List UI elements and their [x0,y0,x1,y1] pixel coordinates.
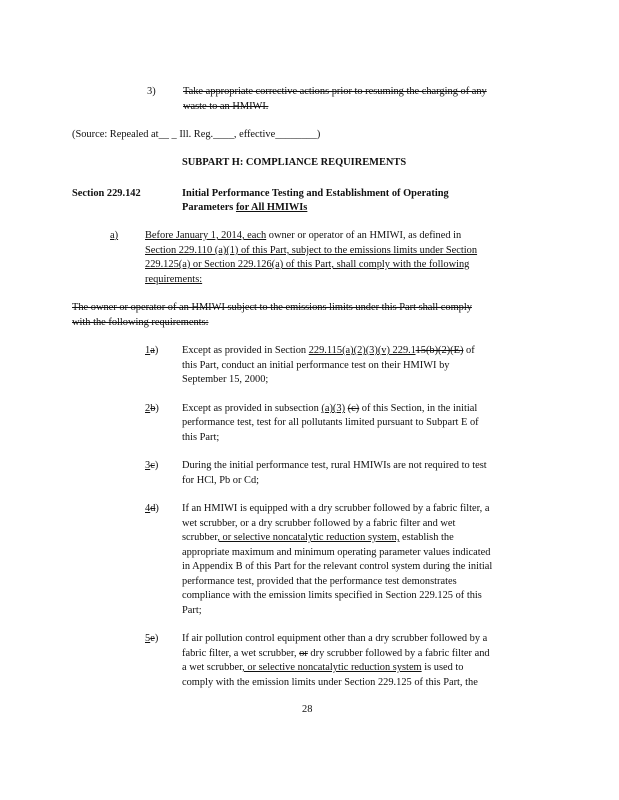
item-2-number: 2b) [145,403,159,414]
item-5-line-2: fabric filter, a wet scrubber, or dry scrubber followed by a fabric filter and [182,648,490,659]
para-a-line-3: 229.125(a) or Section 229.126(a) of this Part, shall comply with the following [145,259,470,270]
section-number: Section 229.142 [72,188,141,199]
item-4-line-7: compliance with the emission limits specified in Section 229.125 of this [182,590,482,601]
page-number: 28 [302,704,313,715]
item-4-line-5: in Appendix B of this Part for the relevant control system during the initial [182,561,493,572]
item-5-line-1: If air pollution control equipment other than a dry scrubber followed by a [182,633,488,644]
item-3c-number: 3c) [145,460,159,471]
item-3-line-2: waste to an HMIWI. [183,101,269,112]
source-note: (Source: Repealed at__ _ Ill. Reg.____, effective________) [72,129,321,140]
section-title-line-2: Parameters for All HMIWIs [182,202,308,213]
item-4-line-3: scrubber, or selective noncatalytic reduction system, establish the [182,532,454,543]
item-1-line-3: September 15, 2000; [182,374,269,385]
item-5-number: 5e) [145,633,159,644]
item-3-line-1: Take appropriate corrective actions prior to resuming the charging of any [183,86,487,97]
struck-paragraph-line-2: with the following requirements: [72,317,209,328]
item-4-line-6: performance test, provided that the performance test demonstrates [182,576,457,587]
item-4-line-4: appropriate maximum and minimum operating parameter values indicated [182,547,491,558]
para-a-line-1: Before January 1, 2014, each owner or operator of an HMIWI, as defined in [145,230,462,241]
item-2-line-3: this Part; [182,432,220,443]
para-a-line-4: requirements: [145,274,203,285]
item-4-line-8: Part; [182,605,202,616]
item-2-line-2: performance test, test for all pollutants limited pursuant to Subpart E of [182,417,479,428]
item-4-line-1: If an HMIWI is equipped with a dry scrubber followed by a fabric filter, a [182,503,490,514]
item-4-line-2: wet scrubber, or a dry scrubber followed by a fabric filter and wet [182,518,456,529]
item-3c-line-1: During the initial performance test, rural HMIWIs are not required to test [182,460,487,471]
subpart-heading: SUBPART H: COMPLIANCE REQUIREMENTS [182,157,407,168]
para-a-label: a) [110,230,119,241]
item-1-line-1: Except as provided in Section 229.115(a)(2)(3)(v) 229.115(b)(2)(E) of [182,345,475,356]
item-2-line-1: Except as provided in subsection (a)(3) (c) of this Section, in the initial [182,403,478,414]
item-5-line-3: a wet scrubber, or selective noncatalytic reduction system is used to [182,662,464,673]
struck-paragraph-line-1: The owner or operator of an HMIWI subject to the emissions limits under this Part shall comply [72,302,472,313]
item-5-line-4: comply with the emission limits under Section 229.125 of this Part, the [182,677,478,688]
item-1-number: 1a) [145,345,159,356]
item-3-number: 3) [147,86,156,97]
item-1-line-2: this Part, conduct an initial performance test on their HMIWI by [182,360,450,371]
section-title-line-1: Initial Performance Testing and Establishment of Operating [182,188,449,199]
para-a-line-2: Section 229.110 (a)(1) of this Part, subject to the emissions limits under Section [145,245,478,256]
item-3c-line-2: for HCl, Pb or Cd; [182,475,260,486]
item-4-number: 4d) [145,503,159,514]
